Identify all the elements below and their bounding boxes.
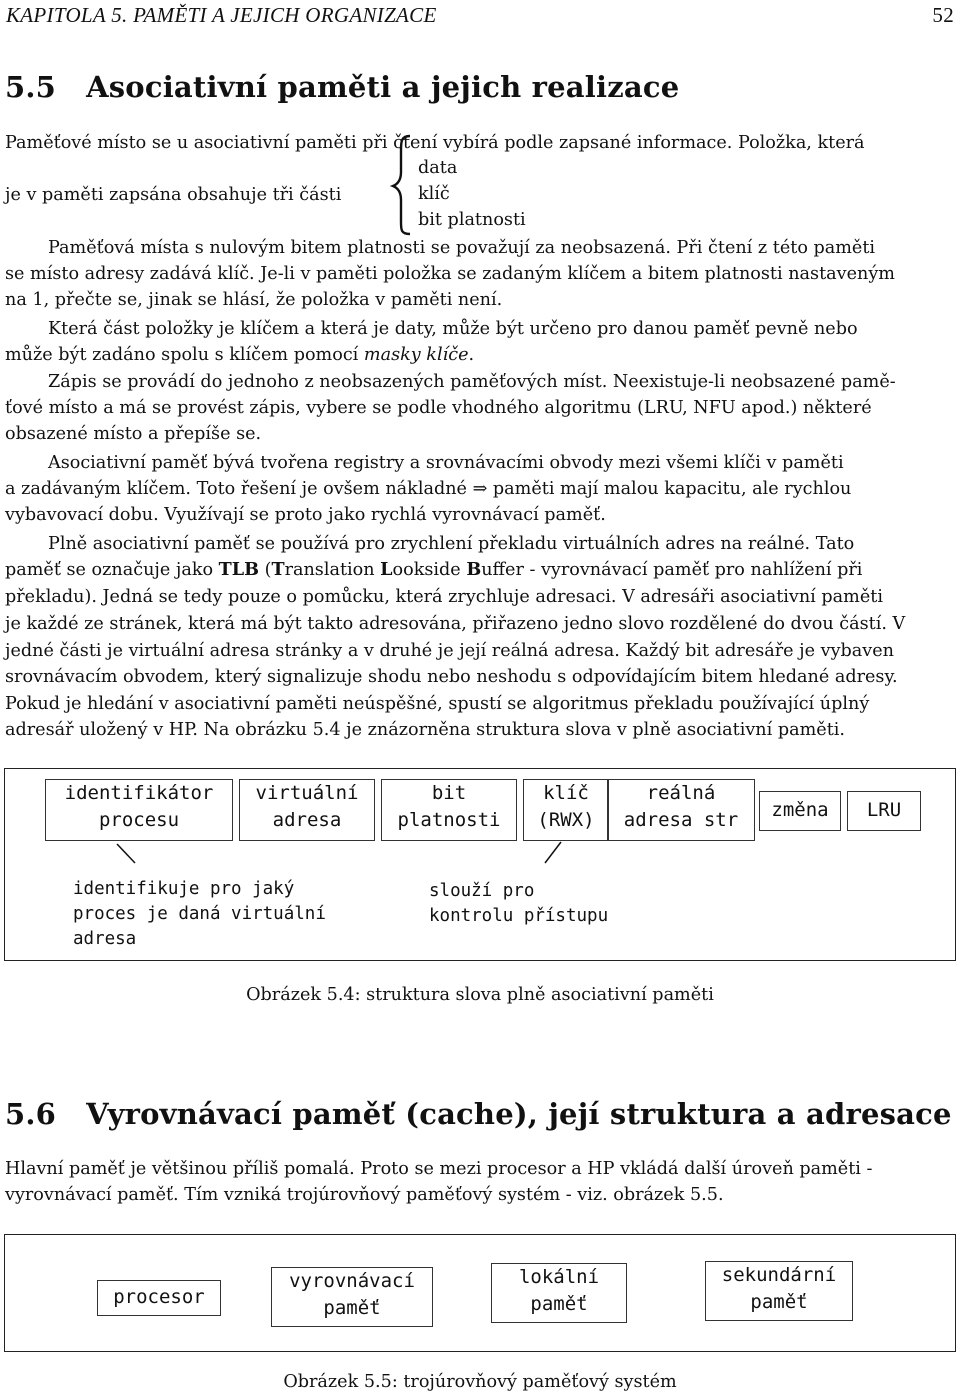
- box-line: procesor: [113, 1286, 205, 1308]
- field-line: (RWX): [537, 809, 595, 831]
- note-line: slouží pro: [429, 881, 535, 901]
- running-header-chapter: KAPITOLA 5. PAMĚTI A JEJICH ORGANIZACE: [6, 3, 437, 27]
- box-line: sekundární: [721, 1264, 837, 1286]
- p3-line-1: Zápis se provádí do jednoho z neobsazených paměťových míst. Neexistuje-li neobsazené pamě-: [48, 372, 896, 392]
- p1-line-3: na 1, přečte se, jinak se hlásí, že položka v paměti není.: [5, 290, 503, 310]
- figure-5-5-caption: Obrázek 5.5: trojúrovňový paměťový systém: [283, 1372, 677, 1392]
- acronym-b: B: [466, 559, 482, 580]
- box-line: lokální: [518, 1266, 600, 1288]
- p4-line-2: [5, 476, 851, 502]
- p2-line-1: Která část položky je klíčem a která je daty, může být určeno pro danou paměť pevně nebo: [48, 319, 858, 339]
- section-heading-5-5: [5, 70, 679, 104]
- p3-line-2: ťové místo a má se provést zápis, vybere se podle vhodného algoritmu (LRU, NFU apod.) některé: [5, 398, 872, 418]
- box-procesor: [97, 1280, 221, 1316]
- p5-line-7: Pokud je hledání v asociativní paměti neúspěšné, spustí se algoritmus překladu používající úplný: [5, 694, 870, 714]
- part-data: data: [418, 158, 458, 178]
- p2-line-2: [5, 342, 474, 368]
- term-masky-klice: masky klíče: [363, 345, 469, 365]
- field-line: adresa str: [623, 809, 739, 831]
- pointer-line-right: [545, 842, 561, 863]
- p5-line-2: [5, 557, 862, 583]
- section-number: 5.5: [5, 70, 57, 104]
- p4-line-3: vybavovací dobu. Využívají se proto jako rychlá vyrovnávací paměť.: [5, 505, 606, 525]
- figure-5-5: [4, 1234, 956, 1352]
- p2-text: může být zadáno spolu s klíčem pomocí: [5, 345, 364, 365]
- note-identifikuje: [73, 877, 326, 952]
- field-line: změna: [771, 799, 829, 821]
- field-line: virtuální: [255, 782, 359, 804]
- box-line: paměť: [323, 1297, 381, 1319]
- section-number: 5.6: [5, 1097, 57, 1131]
- section-title: Vyrovnávací paměť (cache), její struktura a adresace: [86, 1097, 952, 1131]
- implies-arrow-icon: ⇒: [472, 479, 488, 499]
- field-line: klíč: [543, 782, 589, 804]
- field-line: procesu: [98, 809, 180, 831]
- box-line: paměť: [750, 1291, 808, 1313]
- pointer-line-left: [117, 844, 135, 863]
- s2-line-2: vyrovnávací paměť. Tím vzniká trojúrovňový paměťový systém - viz. obrázek 5.5.: [5, 1185, 724, 1205]
- parts-lead: je v paměti zapsána obsahuje tři části: [5, 185, 342, 205]
- figure-5-4-caption: Obrázek 5.4: struktura slova plně asociativní paměti: [246, 985, 714, 1005]
- note-line: adresa: [73, 929, 137, 949]
- p4-line-1: Asociativní paměť bývá tvořena registry a srovnávacími obvody mezi všemi klíči v paměti: [48, 453, 844, 473]
- field-line: adresa: [272, 809, 342, 831]
- p5-lookside: ookside: [392, 560, 467, 580]
- p5-line-4: je každé ze stránek, která má být takto adresována, přiřazeno jedno slovo rozdělené do dvou částí. V: [5, 614, 906, 634]
- p5-line-8: adresář uložený v HP. Na obrázku 5.4 je znázorněna struktura slova v plně asociativní paměti.: [5, 720, 845, 740]
- box-line: vyrovnávací: [289, 1270, 415, 1292]
- field-line: bit: [431, 782, 467, 804]
- part-bit-platnosti: bit platnosti: [418, 210, 526, 230]
- field-line: reálná: [646, 782, 716, 804]
- acronym-l: L: [380, 559, 393, 580]
- page-number: 52: [932, 3, 954, 27]
- section-heading-5-6: [5, 1097, 952, 1131]
- note-slouzi: [429, 879, 608, 929]
- note-line: kontrolu přístupu: [429, 906, 609, 926]
- p5-line-6: srovnávacím obvodem, který signalizuje shodu nebo neshodu s odpovídajícím bitem hledané adresy.: [5, 667, 898, 687]
- curly-brace-icon: [388, 132, 416, 236]
- p1-line-2: se místo adresy zadává klíč. Je-li v paměti položka se zadaným klíčem a bitem platnosti nastaveným: [5, 264, 895, 284]
- p3-line-3: obsazené místo a přepíše se.: [5, 424, 262, 444]
- note-line: proces je daná virtuální: [73, 904, 326, 924]
- p2-end: .: [468, 345, 475, 365]
- box-vyrovnavaci-pamet: [271, 1267, 433, 1327]
- p5-line-5: jedné části je virtuální adresa stránky a v druhé je její reálná adresa. Každý bit adresáře je vybaven: [5, 641, 894, 661]
- figure-5-4: [4, 768, 956, 961]
- p5-line-1: Plně asociativní paměť se používá pro zrychlení překladu virtuálních adres na reálné. Tato: [48, 534, 855, 554]
- field-line: platnosti: [397, 809, 501, 831]
- p5-paren: (: [259, 560, 272, 580]
- p5-buffer: uffer - vyrovnávací paměť pro nahlížení při: [481, 560, 863, 580]
- box-sekundarni-pamet: [705, 1261, 853, 1321]
- p4-text-a: a zadávaným klíčem. Toto řešení je ovšem nákladné: [5, 479, 473, 499]
- box-line: paměť: [530, 1293, 588, 1315]
- field-line: LRU: [866, 799, 902, 821]
- box-lokalni-pamet: [491, 1263, 627, 1323]
- p1-line-1: Paměťová místa s nulovým bitem platnosti se považují za neobsazená. Při čtení z této paměti: [48, 238, 876, 258]
- note-line: identifikuje pro jaký: [73, 879, 295, 899]
- p5-translation: ranslation: [284, 560, 381, 580]
- s2-line-1: Hlavní paměť je většinou příliš pomalá. Proto se mezi procesor a HP vkládá další úroveň paměti -: [5, 1159, 873, 1179]
- p5-text-a: paměť se označuje jako: [5, 560, 219, 580]
- term-tlb: TLB: [218, 559, 260, 580]
- acronym-t: T: [271, 559, 285, 580]
- part-klic: klíč: [418, 184, 450, 204]
- intro-line: Paměťové místo se u asociativní paměti při čtení vybírá podle zapsané informace. Položka, která: [5, 133, 865, 153]
- section-title: Asociativní paměti a jejich realizace: [86, 70, 680, 104]
- p5-line-3: překladu). Jedná se tedy pouze o pomůcku, která zrychluje adresaci. V adresáři asociativní paměti: [5, 587, 883, 607]
- p4-text-b: paměti mají malou kapacitu, ale rychlou: [487, 479, 852, 499]
- field-line: identifikátor: [64, 782, 214, 804]
